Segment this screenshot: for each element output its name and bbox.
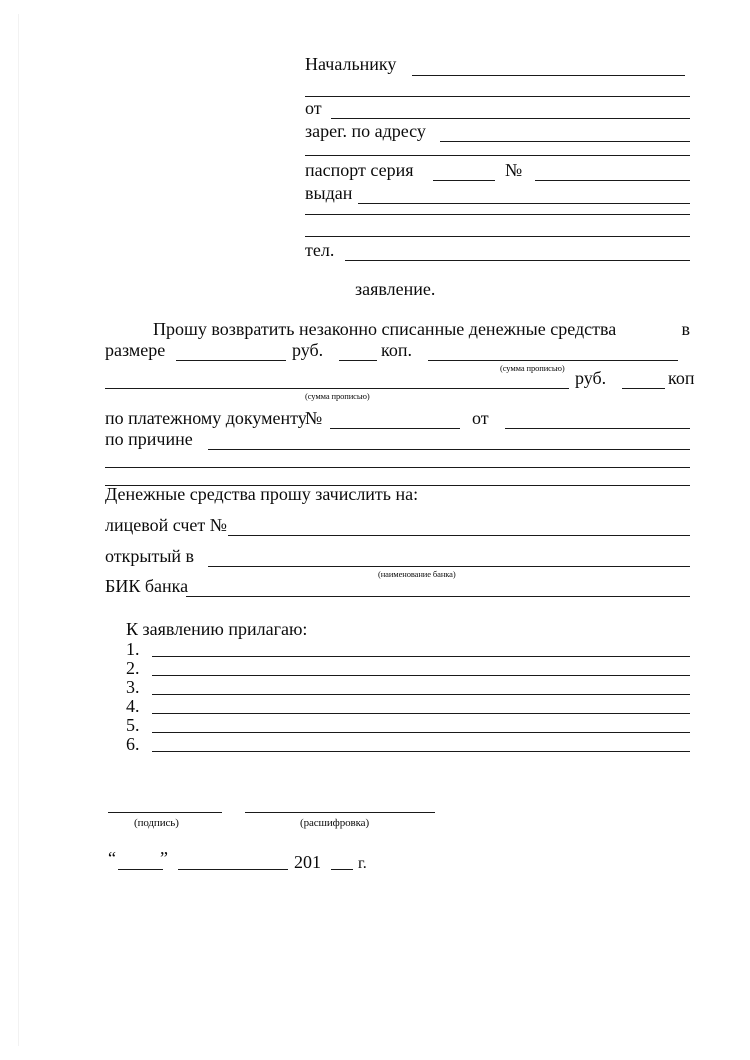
request-paragraph-tail: в (681, 319, 690, 339)
addressee-line-2[interactable] (305, 96, 690, 97)
date-month-line-tail[interactable] (258, 869, 288, 870)
opened-at-label: открытый в (105, 546, 195, 566)
transcript-caption: (расшифровка) (300, 817, 370, 829)
passport-number-label: № (505, 160, 523, 180)
list-item-number: 3. (126, 677, 140, 697)
reason-line-2[interactable] (105, 467, 690, 468)
personal-account-label: лицевой счет № (105, 515, 227, 535)
page-title: заявление. (355, 279, 436, 299)
date-quote-open: “ (108, 848, 116, 868)
bic-line[interactable] (186, 596, 690, 597)
kopecks-digits-line[interactable] (339, 360, 377, 361)
addressee-line-1[interactable] (412, 75, 685, 76)
payment-doc-date-line[interactable] (505, 428, 690, 429)
payment-doc-number-line[interactable] (330, 428, 460, 429)
list-item-number: 5. (126, 715, 140, 735)
amount-digits-line[interactable] (176, 360, 286, 361)
issued-line-3[interactable] (305, 236, 690, 237)
reason-label: по причине (105, 429, 193, 449)
kopecks-label-2: коп (668, 368, 695, 388)
date-year-line[interactable] (331, 869, 353, 870)
rubles-label: руб. (292, 340, 324, 360)
rubles-label-2: руб. (575, 368, 607, 388)
request-paragraph-text: Прошу возвратить незаконно списанные денежные средства (153, 319, 617, 339)
list-item-number: 1. (126, 639, 140, 659)
list-item-number: 4. (126, 696, 140, 716)
transfer-heading: Денежные средства прошу зачислить на: (105, 484, 419, 504)
date-day-line[interactable] (118, 869, 163, 870)
issued-line[interactable] (358, 203, 690, 204)
date-quote-close: ” (160, 848, 168, 868)
amount-in-words-caption-1: (сумма прописью) (500, 363, 565, 373)
bank-name-caption: (наименование банка) (378, 569, 456, 579)
amount-in-words-caption-2: (сумма прописью) (305, 391, 370, 401)
passport-number-line[interactable] (535, 180, 690, 181)
registered-address-label: зарег. по адресу (305, 121, 426, 141)
attachment-line-4[interactable] (152, 713, 690, 714)
attachment-line-1[interactable] (152, 656, 690, 657)
reason-line-1[interactable] (208, 449, 690, 450)
from-line[interactable] (331, 118, 690, 119)
attachment-line-6[interactable] (152, 751, 690, 752)
list-item-number: 6. (126, 734, 140, 754)
transcript-line[interactable] (245, 812, 435, 813)
kopecks-digits-line-2[interactable] (622, 388, 665, 389)
registered-address-line-2[interactable] (305, 155, 690, 156)
passport-series-label: паспорт серия (305, 160, 414, 180)
date-year-prefix: 201 (294, 852, 321, 872)
personal-account-line[interactable] (228, 535, 690, 536)
payment-doc-number-label: № (305, 408, 323, 428)
phone-label: тел. (305, 240, 335, 260)
list-item-number: 2. (126, 658, 140, 678)
attachments-heading: К заявлению прилагаю: (126, 619, 308, 639)
kopecks-label: коп. (381, 340, 412, 360)
registered-address-line[interactable] (440, 141, 690, 142)
passport-series-line[interactable] (433, 180, 495, 181)
attachment-line-3[interactable] (152, 694, 690, 695)
from-label: от (305, 98, 322, 118)
signature-line[interactable] (108, 812, 222, 813)
amount-in-words-line-2[interactable] (105, 388, 569, 389)
issued-label: выдан (305, 183, 353, 203)
opened-at-line[interactable] (208, 566, 690, 567)
payment-doc-label: по платежному документу (105, 408, 307, 428)
phone-line[interactable] (345, 260, 690, 261)
date-month-line[interactable] (178, 869, 258, 870)
amount-in-words-line-1[interactable] (428, 360, 678, 361)
addressee-label: Начальнику (305, 54, 397, 74)
attachment-line-2[interactable] (152, 675, 690, 676)
payment-doc-date-label: от (472, 408, 489, 428)
issued-line-2[interactable] (305, 214, 690, 215)
bic-label: БИК банка (105, 576, 189, 596)
amount-label: размере (105, 340, 166, 360)
signature-caption: (подпись) (134, 817, 179, 829)
attachment-line-5[interactable] (152, 732, 690, 733)
date-year-suffix: г. (358, 855, 367, 872)
